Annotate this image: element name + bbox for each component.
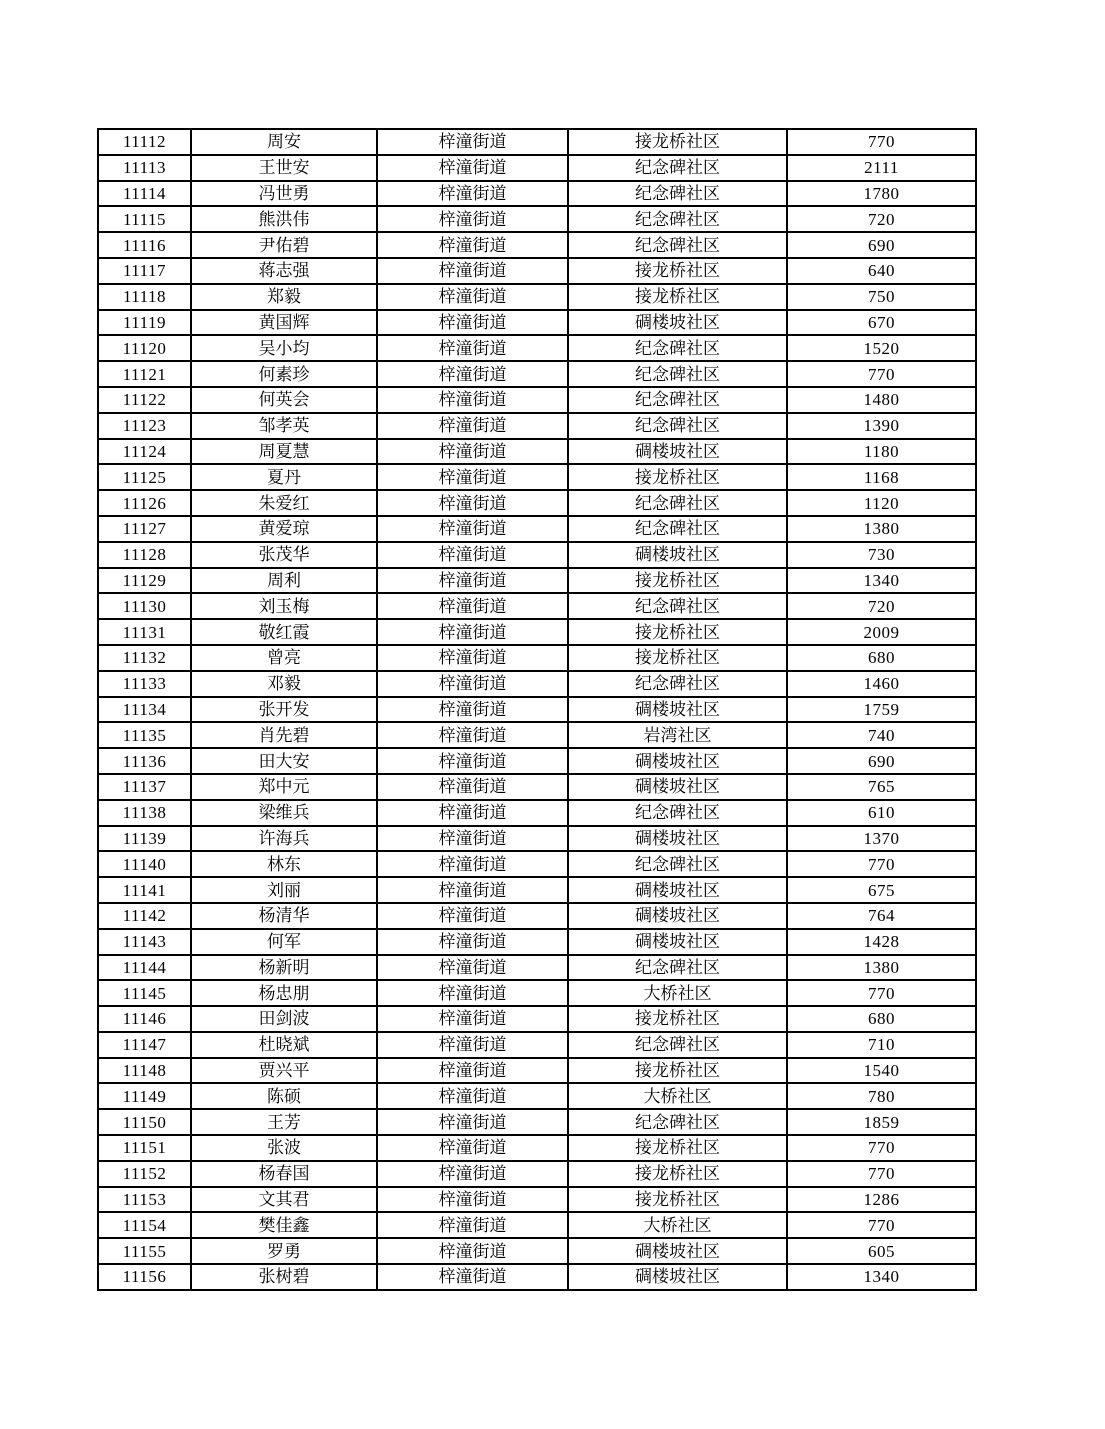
cell-street: 梓潼街道: [377, 722, 568, 748]
cell-id: 11116: [98, 232, 191, 258]
cell-community: 纪念碑社区: [568, 413, 787, 439]
table-row: [98, 800, 976, 826]
cell-amount: 710: [787, 1032, 976, 1058]
cell-id: 11131: [98, 619, 191, 645]
cell-name: 夏丹: [191, 464, 377, 490]
cell-community: 大桥社区: [568, 1212, 787, 1238]
cell-id: 11114: [98, 181, 191, 207]
cell-name: 吴小均: [191, 335, 377, 361]
cell-amount: 1180: [787, 439, 976, 465]
table-row: [98, 645, 976, 671]
cell-amount: 1286: [787, 1187, 976, 1213]
cell-amount: 690: [787, 748, 976, 774]
cell-community: 岩湾社区: [568, 722, 787, 748]
cell-name: 周安: [191, 129, 377, 155]
cell-id: 11122: [98, 387, 191, 413]
cell-street: 梓潼街道: [377, 1264, 568, 1290]
cell-community: 碉楼坡社区: [568, 774, 787, 800]
cell-amount: 740: [787, 722, 976, 748]
table-row: [98, 1083, 976, 1109]
cell-name: 田剑波: [191, 1006, 377, 1032]
cell-street: 梓潼街道: [377, 1135, 568, 1161]
cell-id: 11137: [98, 774, 191, 800]
table-row: [98, 851, 976, 877]
cell-id: 11156: [98, 1264, 191, 1290]
cell-community: 大桥社区: [568, 980, 787, 1006]
table-row: [98, 877, 976, 903]
cell-name: 贾兴平: [191, 1058, 377, 1084]
cell-id: 11141: [98, 877, 191, 903]
cell-street: 梓潼街道: [377, 929, 568, 955]
cell-amount: 680: [787, 1006, 976, 1032]
table-row: [98, 516, 976, 542]
cell-name: 郑中元: [191, 774, 377, 800]
cell-amount: 1380: [787, 955, 976, 981]
cell-community: 纪念碑社区: [568, 851, 787, 877]
cell-name: 周利: [191, 568, 377, 594]
table-row: [98, 284, 976, 310]
cell-id: 11155: [98, 1238, 191, 1264]
cell-street: 梓潼街道: [377, 568, 568, 594]
cell-street: 梓潼街道: [377, 129, 568, 155]
cell-community: 接龙桥社区: [568, 645, 787, 671]
table-row: [98, 671, 976, 697]
table-row: [98, 774, 976, 800]
cell-amount: 780: [787, 1083, 976, 1109]
cell-street: 梓潼街道: [377, 206, 568, 232]
cell-community: 碉楼坡社区: [568, 439, 787, 465]
cell-community: 接龙桥社区: [568, 1187, 787, 1213]
cell-amount: 1540: [787, 1058, 976, 1084]
cell-amount: 690: [787, 232, 976, 258]
cell-street: 梓潼街道: [377, 335, 568, 361]
cell-name: 杨春国: [191, 1161, 377, 1187]
cell-amount: 2111: [787, 155, 976, 181]
cell-community: 纪念碑社区: [568, 335, 787, 361]
cell-community: 碉楼坡社区: [568, 748, 787, 774]
cell-street: 梓潼街道: [377, 748, 568, 774]
cell-name: 陈硕: [191, 1083, 377, 1109]
cell-name: 郑毅: [191, 284, 377, 310]
cell-name: 周夏慧: [191, 439, 377, 465]
cell-name: 熊洪伟: [191, 206, 377, 232]
cell-street: 梓潼街道: [377, 1058, 568, 1084]
table-row: [98, 903, 976, 929]
cell-community: 纪念碑社区: [568, 671, 787, 697]
table-row: [98, 1212, 976, 1238]
cell-amount: 1390: [787, 413, 976, 439]
cell-id: 11139: [98, 826, 191, 852]
cell-name: 杨忠朋: [191, 980, 377, 1006]
cell-community: 纪念碑社区: [568, 516, 787, 542]
cell-street: 梓潼街道: [377, 851, 568, 877]
cell-amount: 770: [787, 361, 976, 387]
cell-community: 接龙桥社区: [568, 1161, 787, 1187]
cell-community: 接龙桥社区: [568, 1135, 787, 1161]
cell-name: 黄爱琼: [191, 516, 377, 542]
cell-name: 杨新明: [191, 955, 377, 981]
cell-street: 梓潼街道: [377, 361, 568, 387]
cell-id: 11126: [98, 490, 191, 516]
cell-id: 11152: [98, 1161, 191, 1187]
cell-id: 11150: [98, 1109, 191, 1135]
cell-name: 敬红霞: [191, 619, 377, 645]
cell-name: 罗勇: [191, 1238, 377, 1264]
cell-amount: 670: [787, 310, 976, 336]
cell-id: 11151: [98, 1135, 191, 1161]
cell-id: 11130: [98, 593, 191, 619]
cell-street: 梓潼街道: [377, 826, 568, 852]
cell-community: 纪念碑社区: [568, 155, 787, 181]
cell-id: 11135: [98, 722, 191, 748]
cell-amount: 1120: [787, 490, 976, 516]
cell-street: 梓潼街道: [377, 1187, 568, 1213]
cell-amount: 764: [787, 903, 976, 929]
cell-name: 刘玉梅: [191, 593, 377, 619]
cell-community: 纪念碑社区: [568, 1032, 787, 1058]
cell-amount: 680: [787, 645, 976, 671]
cell-id: 11153: [98, 1187, 191, 1213]
cell-community: 纪念碑社区: [568, 361, 787, 387]
cell-name: 王芳: [191, 1109, 377, 1135]
cell-community: 碉楼坡社区: [568, 1238, 787, 1264]
table-row: [98, 1238, 976, 1264]
cell-id: 11118: [98, 284, 191, 310]
cell-amount: 770: [787, 980, 976, 1006]
cell-id: 11121: [98, 361, 191, 387]
cell-street: 梓潼街道: [377, 155, 568, 181]
table-body: [98, 129, 976, 1290]
cell-street: 梓潼街道: [377, 387, 568, 413]
cell-name: 刘丽: [191, 877, 377, 903]
table-row: [98, 387, 976, 413]
cell-street: 梓潼街道: [377, 980, 568, 1006]
cell-id: 11115: [98, 206, 191, 232]
cell-id: 11128: [98, 542, 191, 568]
cell-street: 梓潼街道: [377, 774, 568, 800]
cell-community: 大桥社区: [568, 1083, 787, 1109]
cell-street: 梓潼街道: [377, 413, 568, 439]
table-row: [98, 1135, 976, 1161]
table-row: [98, 722, 976, 748]
cell-amount: 2009: [787, 619, 976, 645]
cell-community: 纪念碑社区: [568, 800, 787, 826]
table-row: [98, 619, 976, 645]
cell-id: 11113: [98, 155, 191, 181]
cell-id: 11142: [98, 903, 191, 929]
cell-id: 11112: [98, 129, 191, 155]
table-row: [98, 542, 976, 568]
cell-id: 11124: [98, 439, 191, 465]
cell-street: 梓潼街道: [377, 800, 568, 826]
cell-street: 梓潼街道: [377, 619, 568, 645]
cell-community: 接龙桥社区: [568, 1058, 787, 1084]
cell-community: 接龙桥社区: [568, 258, 787, 284]
cell-name: 何英会: [191, 387, 377, 413]
cell-street: 梓潼街道: [377, 1161, 568, 1187]
cell-amount: 675: [787, 877, 976, 903]
cell-name: 杨清华: [191, 903, 377, 929]
cell-id: 11134: [98, 697, 191, 723]
cell-community: 碉楼坡社区: [568, 903, 787, 929]
cell-community: 碉楼坡社区: [568, 697, 787, 723]
cell-amount: 1340: [787, 568, 976, 594]
cell-community: 纪念碑社区: [568, 206, 787, 232]
cell-name: 杜晓斌: [191, 1032, 377, 1058]
cell-amount: 1859: [787, 1109, 976, 1135]
cell-id: 11144: [98, 955, 191, 981]
cell-amount: 1480: [787, 387, 976, 413]
table-row: [98, 955, 976, 981]
cell-name: 林东: [191, 851, 377, 877]
table-row: [98, 155, 976, 181]
table-row: [98, 1161, 976, 1187]
cell-id: 11138: [98, 800, 191, 826]
cell-community: 碉楼坡社区: [568, 826, 787, 852]
cell-amount: 1428: [787, 929, 976, 955]
table-row: [98, 310, 976, 336]
cell-amount: 770: [787, 851, 976, 877]
cell-street: 梓潼街道: [377, 542, 568, 568]
cell-street: 梓潼街道: [377, 1212, 568, 1238]
cell-name: 张茂华: [191, 542, 377, 568]
table-row: [98, 929, 976, 955]
cell-amount: 1380: [787, 516, 976, 542]
cell-community: 纪念碑社区: [568, 181, 787, 207]
cell-community: 碉楼坡社区: [568, 877, 787, 903]
cell-street: 梓潼街道: [377, 903, 568, 929]
cell-name: 张树碧: [191, 1264, 377, 1290]
table-row: [98, 1109, 976, 1135]
cell-community: 接龙桥社区: [568, 568, 787, 594]
cell-id: 11123: [98, 413, 191, 439]
cell-name: 曾亮: [191, 645, 377, 671]
cell-id: 11133: [98, 671, 191, 697]
cell-community: 碉楼坡社区: [568, 1264, 787, 1290]
cell-amount: 750: [787, 284, 976, 310]
table-row: [98, 697, 976, 723]
cell-name: 黄国辉: [191, 310, 377, 336]
cell-name: 许海兵: [191, 826, 377, 852]
cell-name: 邓毅: [191, 671, 377, 697]
cell-name: 张波: [191, 1135, 377, 1161]
cell-name: 朱爱红: [191, 490, 377, 516]
cell-id: 11154: [98, 1212, 191, 1238]
cell-name: 冯世勇: [191, 181, 377, 207]
table-row: [98, 413, 976, 439]
cell-community: 纪念碑社区: [568, 955, 787, 981]
cell-id: 11117: [98, 258, 191, 284]
cell-id: 11145: [98, 980, 191, 1006]
cell-name: 张开发: [191, 697, 377, 723]
table-row: [98, 361, 976, 387]
cell-id: 11127: [98, 516, 191, 542]
cell-community: 碉楼坡社区: [568, 542, 787, 568]
cell-street: 梓潼街道: [377, 232, 568, 258]
table-row: [98, 129, 976, 155]
cell-amount: 720: [787, 593, 976, 619]
cell-name: 邹孝英: [191, 413, 377, 439]
cell-amount: 765: [787, 774, 976, 800]
table-row: [98, 568, 976, 594]
cell-id: 11136: [98, 748, 191, 774]
cell-street: 梓潼街道: [377, 464, 568, 490]
cell-amount: 1759: [787, 697, 976, 723]
table-row: [98, 490, 976, 516]
cell-amount: 730: [787, 542, 976, 568]
cell-amount: 770: [787, 1161, 976, 1187]
cell-amount: 1370: [787, 826, 976, 852]
cell-amount: 1460: [787, 671, 976, 697]
cell-street: 梓潼街道: [377, 1109, 568, 1135]
cell-community: 碉楼坡社区: [568, 310, 787, 336]
cell-street: 梓潼街道: [377, 490, 568, 516]
table-row: [98, 1032, 976, 1058]
cell-id: 11147: [98, 1032, 191, 1058]
cell-community: 接龙桥社区: [568, 464, 787, 490]
table-row: [98, 748, 976, 774]
cell-community: 碉楼坡社区: [568, 929, 787, 955]
cell-name: 蒋志强: [191, 258, 377, 284]
cell-id: 11132: [98, 645, 191, 671]
cell-amount: 1520: [787, 335, 976, 361]
cell-street: 梓潼街道: [377, 593, 568, 619]
cell-amount: 1168: [787, 464, 976, 490]
table-row: [98, 1006, 976, 1032]
cell-amount: 770: [787, 129, 976, 155]
table-row: [98, 980, 976, 1006]
cell-community: 纪念碑社区: [568, 1109, 787, 1135]
cell-id: 11140: [98, 851, 191, 877]
cell-amount: 1780: [787, 181, 976, 207]
cell-street: 梓潼街道: [377, 1006, 568, 1032]
table-row: [98, 1264, 976, 1290]
cell-community: 接龙桥社区: [568, 284, 787, 310]
cell-street: 梓潼街道: [377, 284, 568, 310]
cell-amount: 1340: [787, 1264, 976, 1290]
cell-street: 梓潼街道: [377, 1083, 568, 1109]
cell-name: 梁维兵: [191, 800, 377, 826]
cell-id: 11125: [98, 464, 191, 490]
cell-community: 接龙桥社区: [568, 619, 787, 645]
cell-name: 文其君: [191, 1187, 377, 1213]
cell-amount: 610: [787, 800, 976, 826]
table-row: [98, 826, 976, 852]
cell-name: 何军: [191, 929, 377, 955]
table-row: [98, 1187, 976, 1213]
table-row: [98, 335, 976, 361]
table-row: [98, 206, 976, 232]
cell-street: 梓潼街道: [377, 258, 568, 284]
cell-community: 纪念碑社区: [568, 593, 787, 619]
cell-community: 纪念碑社区: [568, 490, 787, 516]
cell-street: 梓潼街道: [377, 671, 568, 697]
cell-street: 梓潼街道: [377, 697, 568, 723]
roster-table: [97, 128, 977, 1291]
table-row: [98, 232, 976, 258]
cell-name: 何素珍: [191, 361, 377, 387]
cell-amount: 770: [787, 1212, 976, 1238]
table-row: [98, 1058, 976, 1084]
cell-name: 樊佳鑫: [191, 1212, 377, 1238]
cell-community: 接龙桥社区: [568, 1006, 787, 1032]
cell-street: 梓潼街道: [377, 1032, 568, 1058]
cell-id: 11148: [98, 1058, 191, 1084]
cell-street: 梓潼街道: [377, 1238, 568, 1264]
cell-amount: 770: [787, 1135, 976, 1161]
cell-name: 肖先碧: [191, 722, 377, 748]
table-row: [98, 258, 976, 284]
cell-street: 梓潼街道: [377, 955, 568, 981]
cell-street: 梓潼街道: [377, 645, 568, 671]
table-row: [98, 439, 976, 465]
cell-street: 梓潼街道: [377, 310, 568, 336]
cell-name: 王世安: [191, 155, 377, 181]
roster-table-container: [97, 128, 977, 1291]
cell-id: 11120: [98, 335, 191, 361]
cell-street: 梓潼街道: [377, 516, 568, 542]
cell-id: 11149: [98, 1083, 191, 1109]
cell-name: 尹佑碧: [191, 232, 377, 258]
cell-amount: 720: [787, 206, 976, 232]
cell-amount: 605: [787, 1238, 976, 1264]
cell-community: 纪念碑社区: [568, 387, 787, 413]
cell-street: 梓潼街道: [377, 181, 568, 207]
table-row: [98, 464, 976, 490]
cell-community: 纪念碑社区: [568, 232, 787, 258]
cell-community: 接龙桥社区: [568, 129, 787, 155]
cell-id: 11146: [98, 1006, 191, 1032]
cell-id: 11143: [98, 929, 191, 955]
table-row: [98, 593, 976, 619]
cell-id: 11119: [98, 310, 191, 336]
cell-street: 梓潼街道: [377, 877, 568, 903]
cell-street: 梓潼街道: [377, 439, 568, 465]
cell-name: 田大安: [191, 748, 377, 774]
cell-id: 11129: [98, 568, 191, 594]
cell-amount: 640: [787, 258, 976, 284]
table-row: [98, 181, 976, 207]
